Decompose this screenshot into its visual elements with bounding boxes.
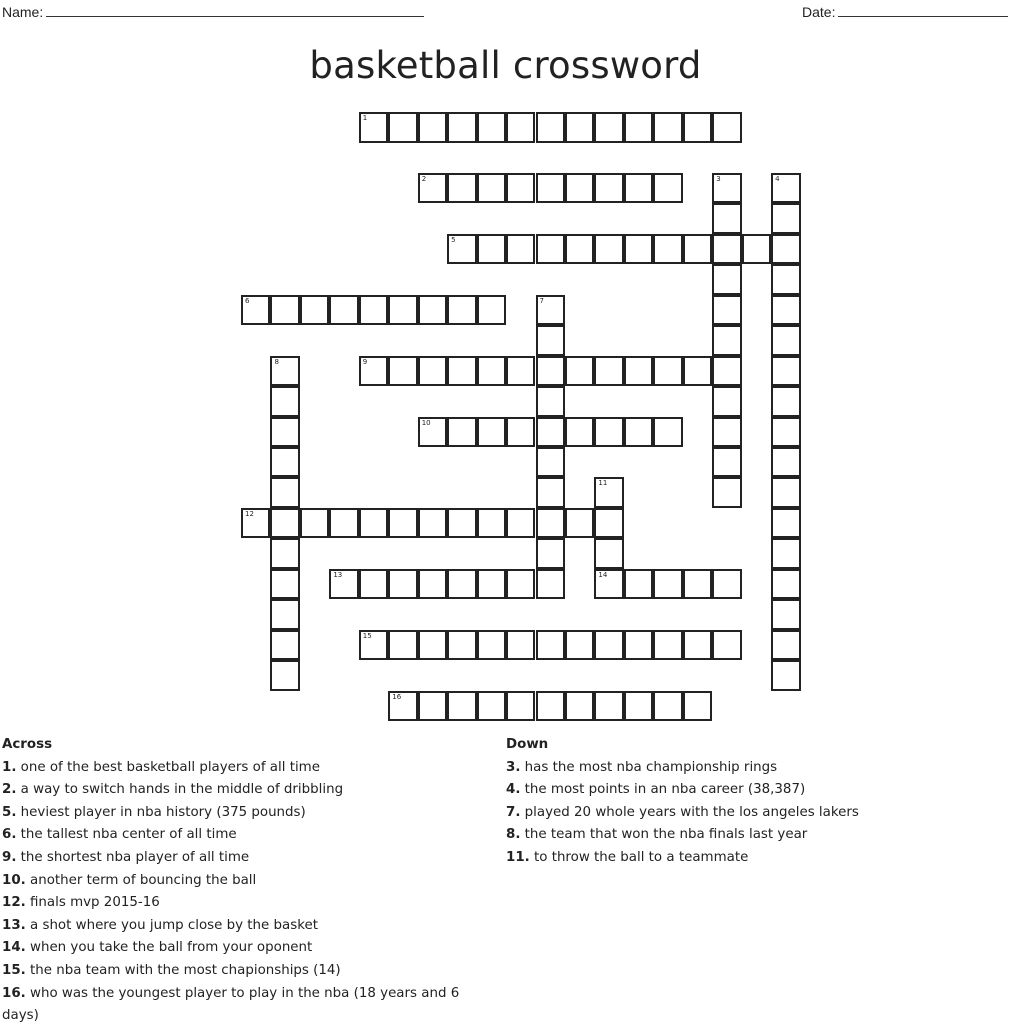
grid-cell[interactable] xyxy=(653,569,682,600)
grid-cell[interactable] xyxy=(506,569,535,600)
grid-cell[interactable] xyxy=(536,569,565,600)
grid-cell[interactable] xyxy=(771,295,800,326)
grid-cell[interactable] xyxy=(624,569,653,600)
grid-cell[interactable] xyxy=(477,569,506,600)
down-clue xyxy=(506,779,986,802)
grid-cell[interactable] xyxy=(388,508,417,539)
down-clue xyxy=(506,757,986,780)
grid-cell[interactable] xyxy=(270,295,299,326)
grid-cell[interactable] xyxy=(359,356,388,387)
clue-number: 6. xyxy=(2,827,17,843)
cell-number: 12 xyxy=(245,509,254,518)
grid-cell[interactable] xyxy=(712,417,741,448)
across-clue xyxy=(2,757,492,780)
grid-cell[interactable] xyxy=(418,417,447,448)
grid-cell[interactable] xyxy=(506,112,535,143)
grid-cell[interactable] xyxy=(447,234,476,265)
clue-number: 16. xyxy=(2,985,26,1001)
grid-cell[interactable] xyxy=(771,447,800,478)
clue-text: a way to switch hands in the middle of dribbling xyxy=(20,782,344,798)
grid-cell[interactable] xyxy=(624,112,653,143)
clue-text: one of the best basketball players of all time xyxy=(20,759,320,775)
grid-cell[interactable] xyxy=(771,569,800,600)
grid-cell[interactable] xyxy=(447,630,476,661)
grid-cell[interactable] xyxy=(536,417,565,448)
down-heading: Down xyxy=(506,737,549,752)
grid-cell[interactable] xyxy=(270,630,299,661)
grid-cell[interactable] xyxy=(594,417,623,448)
grid-cell[interactable] xyxy=(712,630,741,661)
name-label: Name: xyxy=(2,4,44,20)
clue-number: 14. xyxy=(2,940,26,956)
grid-cell[interactable] xyxy=(594,538,623,569)
grid-cell[interactable] xyxy=(270,538,299,569)
grid-cell[interactable] xyxy=(447,112,476,143)
grid-cell[interactable] xyxy=(565,173,594,204)
grid-cell[interactable] xyxy=(359,630,388,661)
clue-number: 3. xyxy=(506,759,521,775)
grid-cell[interactable] xyxy=(712,295,741,326)
grid-cell[interactable] xyxy=(712,356,741,387)
clue-text: played 20 whole years with the los angeles lakers xyxy=(524,804,859,820)
across-clue xyxy=(2,779,492,802)
grid-cell[interactable] xyxy=(624,234,653,265)
grid-cell[interactable] xyxy=(477,417,506,448)
grid-cell[interactable] xyxy=(771,264,800,295)
grid-cell[interactable] xyxy=(624,630,653,661)
grid-cell[interactable] xyxy=(447,569,476,600)
grid-cell[interactable] xyxy=(594,508,623,539)
grid-cell[interactable] xyxy=(506,508,535,539)
cell-number: 16 xyxy=(392,692,402,701)
cell-number: 14 xyxy=(598,570,608,579)
grid-cell[interactable] xyxy=(536,295,565,326)
grid-cell[interactable] xyxy=(506,691,535,722)
grid-cell[interactable] xyxy=(447,691,476,722)
grid-cell[interactable] xyxy=(536,112,565,143)
grid-cell[interactable] xyxy=(653,691,682,722)
cell-number: 5 xyxy=(451,235,456,244)
clue-number: 2. xyxy=(2,782,17,798)
grid-cell[interactable] xyxy=(565,112,594,143)
grid-cell[interactable] xyxy=(683,112,712,143)
across-clue xyxy=(2,824,492,847)
cell-number: 15 xyxy=(362,631,372,640)
grid-cell[interactable] xyxy=(653,234,682,265)
grid-cell[interactable] xyxy=(329,295,358,326)
cell-number: 13 xyxy=(333,570,343,579)
grid-cell[interactable] xyxy=(712,203,741,234)
grid-cell[interactable] xyxy=(418,630,447,661)
grid-cell[interactable] xyxy=(270,569,299,600)
grid-cell[interactable] xyxy=(771,203,800,234)
grid-cell[interactable] xyxy=(536,325,565,356)
grid-cell[interactable] xyxy=(712,173,741,204)
grid-cell[interactable] xyxy=(653,173,682,204)
grid-cell[interactable] xyxy=(418,569,447,600)
grid-cell[interactable] xyxy=(359,569,388,600)
down-clue xyxy=(506,802,986,825)
grid-cell[interactable] xyxy=(594,112,623,143)
clue-number: 11. xyxy=(506,849,530,865)
grid-cell[interactable] xyxy=(536,447,565,478)
clue-text: the team that won the nba finals last year xyxy=(524,827,808,843)
grid-cell[interactable] xyxy=(712,447,741,478)
grid-cell[interactable] xyxy=(771,660,800,691)
across-clue xyxy=(2,847,492,870)
down-clue xyxy=(506,847,986,870)
grid-cell[interactable] xyxy=(388,295,417,326)
across-clue xyxy=(2,960,492,983)
down-clues xyxy=(506,734,986,870)
grid-cell[interactable] xyxy=(771,477,800,508)
grid-cell[interactable] xyxy=(771,325,800,356)
grid-cell[interactable] xyxy=(241,508,270,539)
clue-text: when you take the ball from your oponent xyxy=(30,940,313,956)
grid-cell[interactable] xyxy=(594,630,623,661)
grid-cell[interactable] xyxy=(506,356,535,387)
across-heading: Across xyxy=(2,737,53,752)
grid-cell[interactable] xyxy=(388,691,417,722)
grid-cell[interactable] xyxy=(594,477,623,508)
grid-cell[interactable] xyxy=(594,234,623,265)
cell-number: 2 xyxy=(421,174,427,183)
grid-cell[interactable] xyxy=(594,173,623,204)
grid-cell[interactable] xyxy=(270,356,299,387)
grid-cell[interactable] xyxy=(270,599,299,630)
clue-text: has the most nba championship rings xyxy=(524,759,778,775)
grid-cell[interactable] xyxy=(565,417,594,448)
grid-cell[interactable] xyxy=(712,264,741,295)
grid-cell[interactable] xyxy=(477,356,506,387)
cell-number: 9 xyxy=(362,357,368,366)
grid-cell[interactable] xyxy=(506,417,535,448)
grid-cell[interactable] xyxy=(418,295,447,326)
across-clue xyxy=(2,892,492,915)
clue-text: the tallest nba center of all time xyxy=(20,827,237,843)
grid-cell[interactable] xyxy=(712,112,741,143)
grid-cell[interactable] xyxy=(594,569,623,600)
down-clue xyxy=(506,824,986,847)
grid-cell[interactable] xyxy=(594,691,623,722)
grid-cell[interactable] xyxy=(683,569,712,600)
grid-cell[interactable] xyxy=(447,295,476,326)
cell-number: 7 xyxy=(539,296,544,305)
grid-cell[interactable] xyxy=(683,356,712,387)
grid-cell[interactable] xyxy=(536,538,565,569)
cell-number: 1 xyxy=(362,114,368,122)
grid-cell[interactable] xyxy=(771,630,800,661)
grid-cell[interactable] xyxy=(447,356,476,387)
grid-cell[interactable] xyxy=(712,386,741,417)
grid-cell[interactable] xyxy=(771,599,800,630)
cell-number: 6 xyxy=(245,296,250,305)
grid-cell[interactable] xyxy=(653,630,682,661)
grid-cell[interactable] xyxy=(771,417,800,448)
grid-cell[interactable] xyxy=(536,477,565,508)
clue-text: the most points in an nba career (38,387) xyxy=(524,782,806,798)
grid-cell[interactable] xyxy=(388,112,417,143)
grid-cell[interactable] xyxy=(418,508,447,539)
clue-number: 12. xyxy=(2,895,26,911)
grid-cell[interactable] xyxy=(477,112,506,143)
grid-cell[interactable] xyxy=(536,508,565,539)
grid-cell[interactable] xyxy=(565,508,594,539)
grid-cell[interactable] xyxy=(477,295,506,326)
grid-cell[interactable] xyxy=(565,356,594,387)
clue-number: 15. xyxy=(2,962,26,978)
cell-number: 11 xyxy=(598,479,608,488)
across-clue xyxy=(2,915,492,938)
grid-cell[interactable] xyxy=(653,417,682,448)
grid-cell[interactable] xyxy=(418,356,447,387)
grid-cell[interactable] xyxy=(624,356,653,387)
grid-cell[interactable] xyxy=(653,356,682,387)
grid-cell[interactable] xyxy=(359,112,388,143)
grid-cell[interactable] xyxy=(771,508,800,539)
grid-cell[interactable] xyxy=(683,234,712,265)
grid-cell[interactable] xyxy=(712,569,741,600)
clue-text: to throw the ball to a teammate xyxy=(534,849,749,865)
grid-cell[interactable] xyxy=(241,295,270,326)
across-clues xyxy=(2,734,492,1028)
grid-cell[interactable] xyxy=(359,508,388,539)
cell-number: 10 xyxy=(421,418,431,427)
clue-number: 13. xyxy=(2,917,26,933)
grid-cell[interactable] xyxy=(270,386,299,417)
grid-cell[interactable] xyxy=(477,234,506,265)
grid-cell[interactable] xyxy=(536,691,565,722)
clue-text: another term of bouncing the ball xyxy=(30,872,257,888)
grid-cell[interactable] xyxy=(683,691,712,722)
grid-cell[interactable] xyxy=(477,173,506,204)
clue-text: finals mvp 2015-16 xyxy=(30,895,160,911)
grid-cell[interactable] xyxy=(536,356,565,387)
grid-cell[interactable] xyxy=(712,325,741,356)
grid-cell[interactable] xyxy=(300,295,329,326)
grid-cell[interactable] xyxy=(270,447,299,478)
grid-cell[interactable] xyxy=(418,173,447,204)
cell-number: 8 xyxy=(274,357,279,366)
grid-cell[interactable] xyxy=(388,630,417,661)
grid-cell[interactable] xyxy=(624,173,653,204)
clue-text: heviest player in nba history (375 pounds) xyxy=(20,804,306,820)
clue-text: the nba team with the most chapionships (14) xyxy=(30,962,341,978)
grid-cell[interactable] xyxy=(712,234,741,265)
cell-number: 3 xyxy=(716,174,721,183)
date-label: Date: xyxy=(802,4,836,20)
grid-cell[interactable] xyxy=(771,173,800,204)
grid-cell[interactable] xyxy=(771,386,800,417)
grid-cell[interactable] xyxy=(742,234,771,265)
grid-cell[interactable] xyxy=(506,630,535,661)
grid-cell[interactable] xyxy=(270,660,299,691)
clue-number: 7. xyxy=(506,804,521,820)
clue-number: 5. xyxy=(2,804,17,820)
grid-cell[interactable] xyxy=(536,234,565,265)
grid-cell[interactable] xyxy=(329,508,358,539)
grid-cell[interactable] xyxy=(300,508,329,539)
across-clue xyxy=(2,983,492,1028)
clue-number: 9. xyxy=(2,849,17,865)
grid-cell[interactable] xyxy=(477,508,506,539)
grid-cell[interactable] xyxy=(270,477,299,508)
across-clue xyxy=(2,802,492,825)
grid-cell[interactable] xyxy=(771,234,800,265)
grid-cell[interactable] xyxy=(388,569,417,600)
grid-cell[interactable] xyxy=(359,295,388,326)
grid-cell[interactable] xyxy=(418,112,447,143)
grid-cell[interactable] xyxy=(712,477,741,508)
grid-cell[interactable] xyxy=(506,234,535,265)
clue-number: 8. xyxy=(506,827,521,843)
grid-cell[interactable] xyxy=(565,691,594,722)
grid-cell[interactable] xyxy=(418,691,447,722)
across-clue xyxy=(2,937,492,960)
grid-cell[interactable] xyxy=(624,417,653,448)
grid-cell[interactable] xyxy=(388,356,417,387)
grid-cell[interactable] xyxy=(565,630,594,661)
grid-cell[interactable] xyxy=(447,417,476,448)
grid-cell[interactable] xyxy=(447,173,476,204)
clue-number: 4. xyxy=(506,782,521,798)
grid-cell[interactable] xyxy=(536,386,565,417)
grid-cell[interactable] xyxy=(771,538,800,569)
clue-number: 10. xyxy=(2,872,26,888)
cell-number: 4 xyxy=(775,174,780,183)
grid-cell[interactable] xyxy=(506,173,535,204)
grid-cell[interactable] xyxy=(270,508,299,539)
across-clue xyxy=(2,870,492,893)
grid-cell[interactable] xyxy=(447,508,476,539)
grid-cell[interactable] xyxy=(477,630,506,661)
across-clue-list xyxy=(2,757,492,1028)
grid-cell[interactable] xyxy=(594,356,623,387)
grid-cell[interactable] xyxy=(771,356,800,387)
grid-cell[interactable] xyxy=(683,630,712,661)
clue-text: who was the youngest player to play in the nba (18 years and 6 days) xyxy=(2,985,460,1024)
clue-text: a shot where you jump close by the basket xyxy=(30,917,318,933)
grid-cell[interactable] xyxy=(536,630,565,661)
grid-cell[interactable] xyxy=(565,234,594,265)
grid-cell[interactable] xyxy=(624,691,653,722)
grid-cell[interactable] xyxy=(536,173,565,204)
grid-cell[interactable] xyxy=(329,569,358,600)
grid-cell[interactable] xyxy=(270,417,299,448)
clue-number: 1. xyxy=(2,759,17,775)
clue-text: the shortest nba player of all time xyxy=(20,849,250,865)
grid-cell[interactable] xyxy=(653,112,682,143)
page-title: basketball crossword xyxy=(309,44,702,87)
grid-cell[interactable] xyxy=(477,691,506,722)
down-clue-list xyxy=(506,757,986,870)
